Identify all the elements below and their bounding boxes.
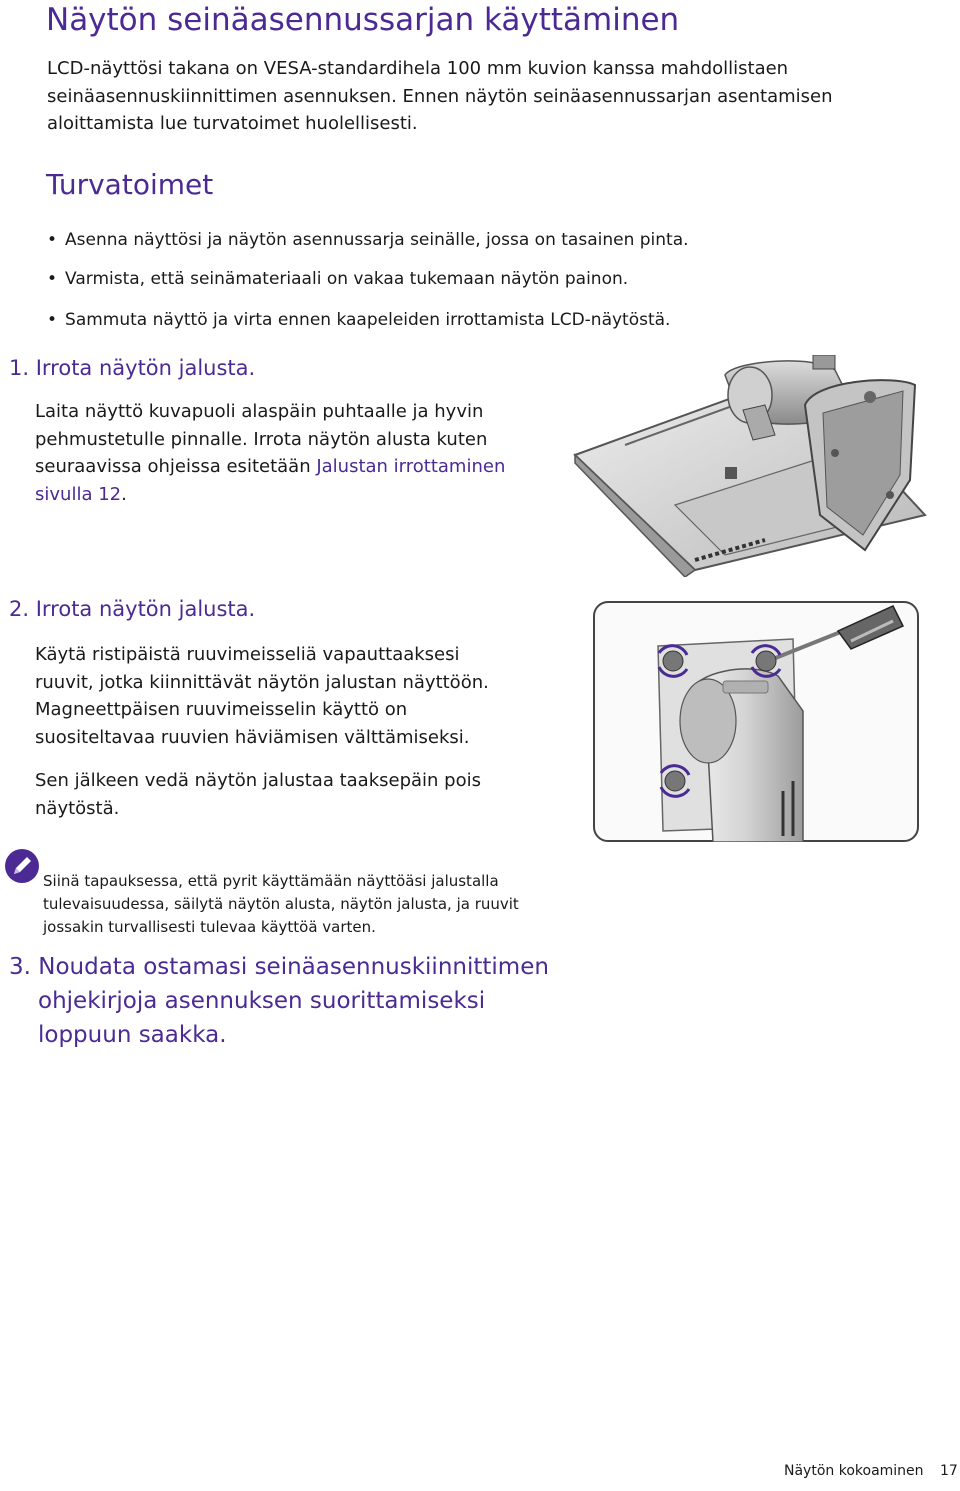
step2-line: näytöstä. xyxy=(35,797,120,819)
step2-paragraph xyxy=(35,641,565,751)
step2-line: ruuvit, jotka kiinnittävät näytön jalustan näyttöön. xyxy=(35,671,489,693)
step1-line: Laita näyttö kuvapuoli alaspäin puhtaalle ja hyvin xyxy=(35,401,484,422)
footer-section: Näytön kokoaminen xyxy=(784,1463,924,1479)
intro-line: LCD-näyttösi takana on VESA-standardihela 100 mm kuvion kanssa mahdollistaen xyxy=(47,58,789,79)
step2-paragraph-2 xyxy=(35,767,565,822)
step1-line: pehmustetulle pinnalle. Irrota näytön alusta kuten xyxy=(35,428,488,450)
step2-line: Käytä ristipäistä ruuvimeisseliä vapauttaaksesi xyxy=(35,644,460,665)
safety-heading: Turvatoimet xyxy=(46,168,214,201)
step2-line: Magneettpäisen ruuvimeisselin käyttö on xyxy=(35,699,408,720)
pencil-note-icon xyxy=(4,848,40,884)
step2-line: suositeltavaa ruuvien häviämisen välttämiseksi. xyxy=(35,726,470,748)
safety-bullet: • Varmista, että seinämateriaali on vakaa tukemaan näytön painon. xyxy=(47,268,628,290)
cross-reference-link[interactable]: Jalustan irrottaminen xyxy=(316,456,506,477)
step2-line: Sen jälkeen vedä näytön jalustaa taaksepäin pois xyxy=(35,770,481,791)
monitor-stand-illustration xyxy=(565,355,937,577)
step2-heading: 2. Irrota näytön jalusta. xyxy=(9,597,256,621)
safety-bullet: • Sammuta näyttö ja virta ennen kaapeleiden irrottamista LCD-näytöstä. xyxy=(47,309,670,331)
step1-line-end: . xyxy=(121,483,127,505)
page-number: 17 xyxy=(940,1463,958,1479)
intro-paragraph xyxy=(47,55,833,138)
step3-line: ohjekirjoja asennuksen suorittamiseksi xyxy=(38,988,486,1014)
page-title: Näytön seinäasennussarjan käyttäminen xyxy=(46,2,680,38)
note-line: Siinä tapauksessa, että pyrit käyttämään näyttöäsi jalustalla xyxy=(43,872,499,890)
step1-heading: 1. Irrota näytön jalusta. xyxy=(9,356,256,380)
intro-line: seinäasennuskiinnittimen asennuksen. Ennen näytön seinäasennussarjan asentamisen xyxy=(47,85,833,107)
note-line: tulevaisuudessa, säilytä näytön alusta, näytön jalusta, ja ruuvit xyxy=(43,895,519,913)
screw-removal-illustration xyxy=(593,601,919,842)
step1-line: seuraavissa ohjeissa esitetään xyxy=(35,456,317,477)
step1-paragraph xyxy=(35,398,555,508)
cross-reference-link-page[interactable]: sivulla 12 xyxy=(35,483,122,505)
note-line: jossakin turvallisesti tulevaa käyttöä varten. xyxy=(43,918,376,936)
note-text xyxy=(43,870,519,939)
step3-heading xyxy=(9,950,549,1052)
step3-line: loppuun saakka. xyxy=(38,1022,227,1048)
safety-bullet: • Asenna näyttösi ja näytön asennussarja seinälle, jossa on tasainen pinta. xyxy=(47,229,689,251)
intro-line: aloittamista lue turvatoimet huolellisesti. xyxy=(47,113,418,134)
step3-line: 3. Noudata ostamasi seinäasennuskiinnittimen xyxy=(9,954,549,980)
